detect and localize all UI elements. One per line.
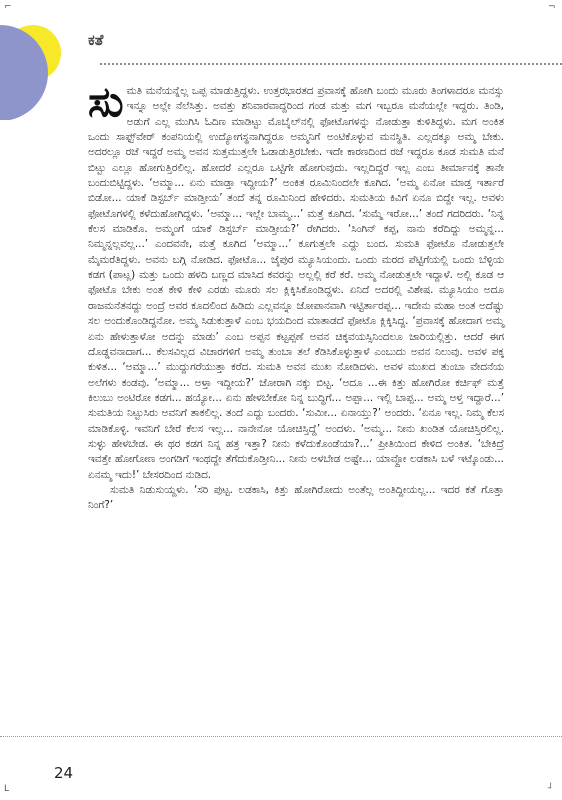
- crop-mark-bottom-left: L: [4, 784, 10, 794]
- page-number: 24: [54, 764, 74, 782]
- crop-mark-bottom-right: ┘: [548, 784, 554, 794]
- paragraph-1: [88, 77, 504, 483]
- article-body: [88, 77, 504, 514]
- decorative-circles: [0, 0, 80, 120]
- header-dotted-rule: [100, 63, 562, 65]
- drop-cap: ಸು: [88, 77, 124, 126]
- paragraph-2: ಸುಮತಿ ನಿಡುಸುಯ್ದಳು. ‘ಸರಿ ಪುಟ್ಟ. ಲಡಕಾಸಿ, ಕಿತ್ತು ಹೋಗಿರೋದು ಅಂತೆಲ್ಲ ಅಂತಿದ್ದೀಯಲ್ಲ... ಇದರ ಕತೆ ಗೊತ್ತಾ ನಿಂಗೆ?’: [88, 483, 504, 512]
- paragraph-1-text: ಮತಿ ಮನೆಯನ್ನೆಲ್ಲ ಒಪ್ಪ ಮಾಡುತ್ತಿದ್ದಳು. ಉತ್ತರಭಾರತದ ಪ್ರವಾಸಕ್ಕೆ ಹೋಗಿ ಬಂದು ಮೂರು ತಿಂಗಳಾದರೂ ಮನಸ್ಸು ಇನ್ನೂ ಅಲ್ಲೇ ನೆಲೆಸಿತ್ತು. ಅವತ್ತು ಶನಿವಾರವಾದ್ದರಿಂದ ಗಂಡ ಮತ್ತು ಮಗ ಇಬ್ಬರೂ ಮನೆಯಲ್ಲೇ ಇದ್ದರು. ತಿಂಡಿ, ಅಡುಗೆ ಎಲ್ಲ ಮುಗಿಸಿ ಓದಿಣ ಮಾಡಿಟ್ಟು ಮೊಬೈಲ್‌ನಲ್ಲಿ ಫೋಟೊಗಳನ್ನು ನೋಡುತ್ತಾ ಕುಳಿತಿದ್ದಳು. ಮಗ ಅಂಕಿತ ಒಂದು ಸಾಫ್ಟ್‌ವೇರ್ ಕಂಪನಿಯಲ್ಲಿ ಉದ್ಯೋಗಸ್ಥನಾಗಿದ್ದರೂ ಅಮ್ಮನಿಗೆ ಅಂಟಿಕೊಳ್ಳುವ ಮನಸ್ಥಿತಿ. ಎಲ್ಲದಕ್ಕೂ ಅಮ್ಮ ಬೇಕು. ಅದರಲ್ಲೂ ರಜೆ ಇದ್ದರೆ ಅಮ್ಮ ಅವನ ಸುತ್ತಮುತ್ತಲೇ ಓಡಾಡುತ್ತಿರಬೇಕು. ಇದೇ ಕಾರಣದಿಂದ ರಜೆ ಇದ್ದರೂ ಕೂಡ ಸುಮತಿ ಮನೆ ಬಿಟ್ಟು ಎಲ್ಲೂ ಹೋಗುತ್ತಿರಲಿಲ್ಲ. ಹೋದರೆ ಎಲ್ಲರೂ ಒಟ್ಟಿಗೇ ಹೋಗುವುದು. ಇಲ್ಲದಿದ್ದರೆ ಇಲ್ಲ ಎಂಬ ತೀರ್ಮಾನಕ್ಕೆ ತಾನೇ ಬಂದುಬಿಟ್ಟಿದ್ದಳು. ‘ಅಮ್ಮಾ... ಏನು ಮಾಡ್ತಾ ಇದ್ದೀಯ?’ ಅಂಕಿತ ರೂಮಿನಿಂದಲೇ ಕೂಗಿದ. ‘ಅಮ್ಮ ಏನೋ ಮಾಡ್ತ ಇರ್ತಾರೆ ಬಿಡೋ... ಯಾಕೆ ಡಿಸ್ಟರ್ಬ್ ಮಾಡ್ತೀಯ’ ತಂದೆ ತನ್ನ ರೂಮಿನಿಂದ ಹೇಳಿದರು. ಸುಮತಿಯ ಕಿವಿಗೆ ಏನೂ ಬಿದ್ದೇ ಇಲ್ಲ. ಅವಳು ಫೋಟೊಗಳಲ್ಲಿ ಕಳೆದುಹೋಗಿದ್ದಳು. ‘ಅಮ್ಮಾ... ಇಲ್ಲೇ ಬಾಮ್ಮ...’ ಮತ್ತೆ ಕೂಗಿದ. ‘ಸುಮ್ಮೆ ಇರೋ...’ ತಂದೆ ಗದರಿದರು. ‘ನಿನ್ನ ಕೆಲಸ ಮಾಡಿಕೊ. ಅಮ್ಮಂಗೆ ಯಾಕೆ ಡಿಸ್ಟರ್ಬ್ ಮಾಡ್ತೀಯ?’ ರೇಗಿದರು. ‘ಸಿಂಗಿನ್ ಕಪ್ಪ, ನಾನು ಕರೆದಿದ್ದು ಅಮ್ಮನ್ನ... ನಿಮ್ಮನ್ನಲ್ಲವಲ್ಲ...’ ಎಂದವನೇ, ಮತ್ತೆ ಕೂಗಿದ ‘ಅಮ್ಮಾ...’ ಕೂಗುತ್ತಲೇ ಎದ್ದು ಬಂದ. ಸುಮತಿ ಫೋಟೊ ನೋಡುತ್ತಲೇ ಮೈಮರೆತಿದ್ದಳು. ಅವನು ಬಗ್ಗಿ ನೋಡಿದ. ಫೋಟೊ... ಜೈಪುರ ಮ್ಯೂಸಿಯಂದು. ಒಂದು ಮರದ ಪೆಟ್ಟಿಗೆಯಲ್ಲಿ ಒಂದು ಬೆಳ್ಳಿಯ ಕಡಗ (ಪಾಟ್ಲ) ಮತ್ತು ಒಂದು ಹಳದಿ ಬಣ್ಣದ ಮಾಸಿದ ಕವರನ್ನು ಅಲ್ಲಲ್ಲಿ ಕರೆ ಕರೆ. ಅಮ್ಮ ನೋಡುತ್ತಲೇ ಇದ್ದಾಳೆ. ಅಲ್ಲಿ ಕೂಡ ಆ ಫೋಟೊ ಬೇಕು ಅಂತ ಕೇಳಿ ಕೇಳಿ ಎರಡು ಮೂರು ಸಲ ಕ್ಲಿಕ್ಕಿಸಿಕೊಂಡಿದ್ದಳು. ಏನಿದೆ ಅದರಲ್ಲಿ ವಿಶೇಷ. ಮ್ಯೂಸಿಯಂ ಅದೂ ರಾಜಮನೆತನದ್ದು ಅಂದ್ರೆ ಅವರ ಕೂದಲಿಂದ ಹಿಡಿದು ಎಲ್ಲವನ್ನೂ ಜೋಪಾನವಾಗಿ ಇಟ್ಟಿರ್ತಾರಪ್ಪ... ಇದೇನು ಮಹಾ ಅಂತ ಅದೆಷ್ಟು ಸಲ ಅಂದುಕೊಂಡಿದ್ದನೋ. ಅಮ್ಮ ಸಿಡುಕುತ್ತಾಳೆ ಎಂಬ ಭಯದಿಂದ ಮಾತಾಡದೆ ಫೋಟೊ ಕ್ಲಿಕ್ಕಿಸಿದ್ದ. ‘ಪ್ರವಾಸಕ್ಕೆ ಹೋದಾಗ ಅಮ್ಮ ಏನು ಹೇಳುತ್ತಾಳೋ ಅದನ್ನು ಮಾಡು’ ಎಂಬ ಅಪ್ಪನ ಕಟ್ಟಪ್ಪಣೆ ಅವನ ಚಿಕ್ಕವಯಸ್ಸಿನಿಂದಲೂ ಜಾರಿಯಲ್ಲಿತ್ತು. ಆದರೆ ಈಗ ದೊಡ್ಡವನಾದಾಗ... ಕೆಲಸವಿಲ್ಲದ ವಿಚಾರಗಳಿಗೆ ಅಮ್ಮ ತುಂಬಾ ತಲೆ ಕೆಡಿಸಿಕೊಳ್ಳುತ್ತಾಳೆ ಎಂಬುದು ಅವನ ನಿಲುವು. ಅವಳ ಪಕ್ಕ ಕುಳಿತ... ‘ಅಮ್ಮಾ...’ ಮುದ್ದುಗರೆಯುತ್ತಾ ಕರೆದ. ಸುಮತಿ ಅವನ ಮುಖ ನೋಡಿದಳು. ಅವಳ ಮುಖದ ತುಂಬಾ ವೇದನೆಯ ಅಲೆಗಳು ಕಂಡವು. ‘ಅಮ್ಮಾ... ಅಳ್ತಾ ಇದ್ದೀಯ?’ ಜೋರಾಗಿ ನಕ್ಕು ಬಿಟ್ಟ. ‘ಅದೂ ...ಈ ಕಿತ್ತು ಹೋಗಿರೋ ಕರ್ಚಿಫ್ ಮತ್ತೆ ಕಿಲುಬು ಅಂಟಿರೋ ಕಡಗ... ಹಯ್ಯೋ... ಏನು ಹೇಳಬೇಕೋ ನಿನ್ನ ಬುದ್ಧಿಗೆ... ಅಪ್ಪಾ... ಇಲ್ಲಿ ಬಾಪ್ಪ... ಅಮ್ಮ ಅಳ್ತ ಇದ್ದಾರೆ...’ ಸುಮತಿಯ ನಿಟ್ಟುಸಿರು ಅವನಿಗೆ ತಾಕಲಿಲ್ಲ. ತಂದೆ ಎದ್ದು ಬಂದರು. ‘ಸುಮೀ... ಏನಾಯ್ತು?’ ಅಂದರು. ‘ಏನೂ ಇಲ್ಲ. ನಿಮ್ಮ ಕೆಲಸ ಮಾಡಿಕೊಳ್ಳಿ. ಇವನಿಗೆ ಬೇರೆ ಕೆಲಸ ಇಲ್ಲ... ನಾನೇನೋ ಯೋಚಿಸ್ತಿದ್ದೆ’ ಅಂದಳು. ‘ಅಮ್ಮ... ನೀನು ಖಂಡಿತ ಯೋಚಿಸ್ತಿರಲಿಲ್ಲ. ಸುಳ್ಳು ಹೇಳಬೇಡ. ಈ ಥರ ಕಡಗ ನಿನ್ನ ಹತ್ರ ಇತ್ತಾ? ನೀನು ಕಳೆದುಕೊಂಡೆಯಾ?...’ ಪ್ರೀತಿಯಿಂದ ಕೇಳಿದ ಅಂಕಿತ. ‘ಬೇಕಿದ್ರೆ ಇವತ್ತೇ ಹೋಗೋಣ ಅಂಗಡಿಗೆ ಇಂಥದ್ದೇ ತೆಗೆದುಕೊಡ್ತೀನಿ... ನೀನು ಅಳಬೇಡ ಅಷ್ಟೇ... ಯಾವ್ದೋ ಲಡಕಾಸಿ ಬಳೆ ಇಟ್ಕೊಂಡು... ಏನಮ್ಮ ಇದು!’ ಬೇಸರದಿಂದ ನುಡಿದ.: [88, 85, 504, 481]
- crop-mark-top-right: ¬: [548, 2, 556, 12]
- crop-mark-top-left: ⌐: [4, 2, 12, 12]
- footer-dotted-rule: [0, 736, 562, 737]
- section-label: ಕತೆ: [88, 31, 104, 49]
